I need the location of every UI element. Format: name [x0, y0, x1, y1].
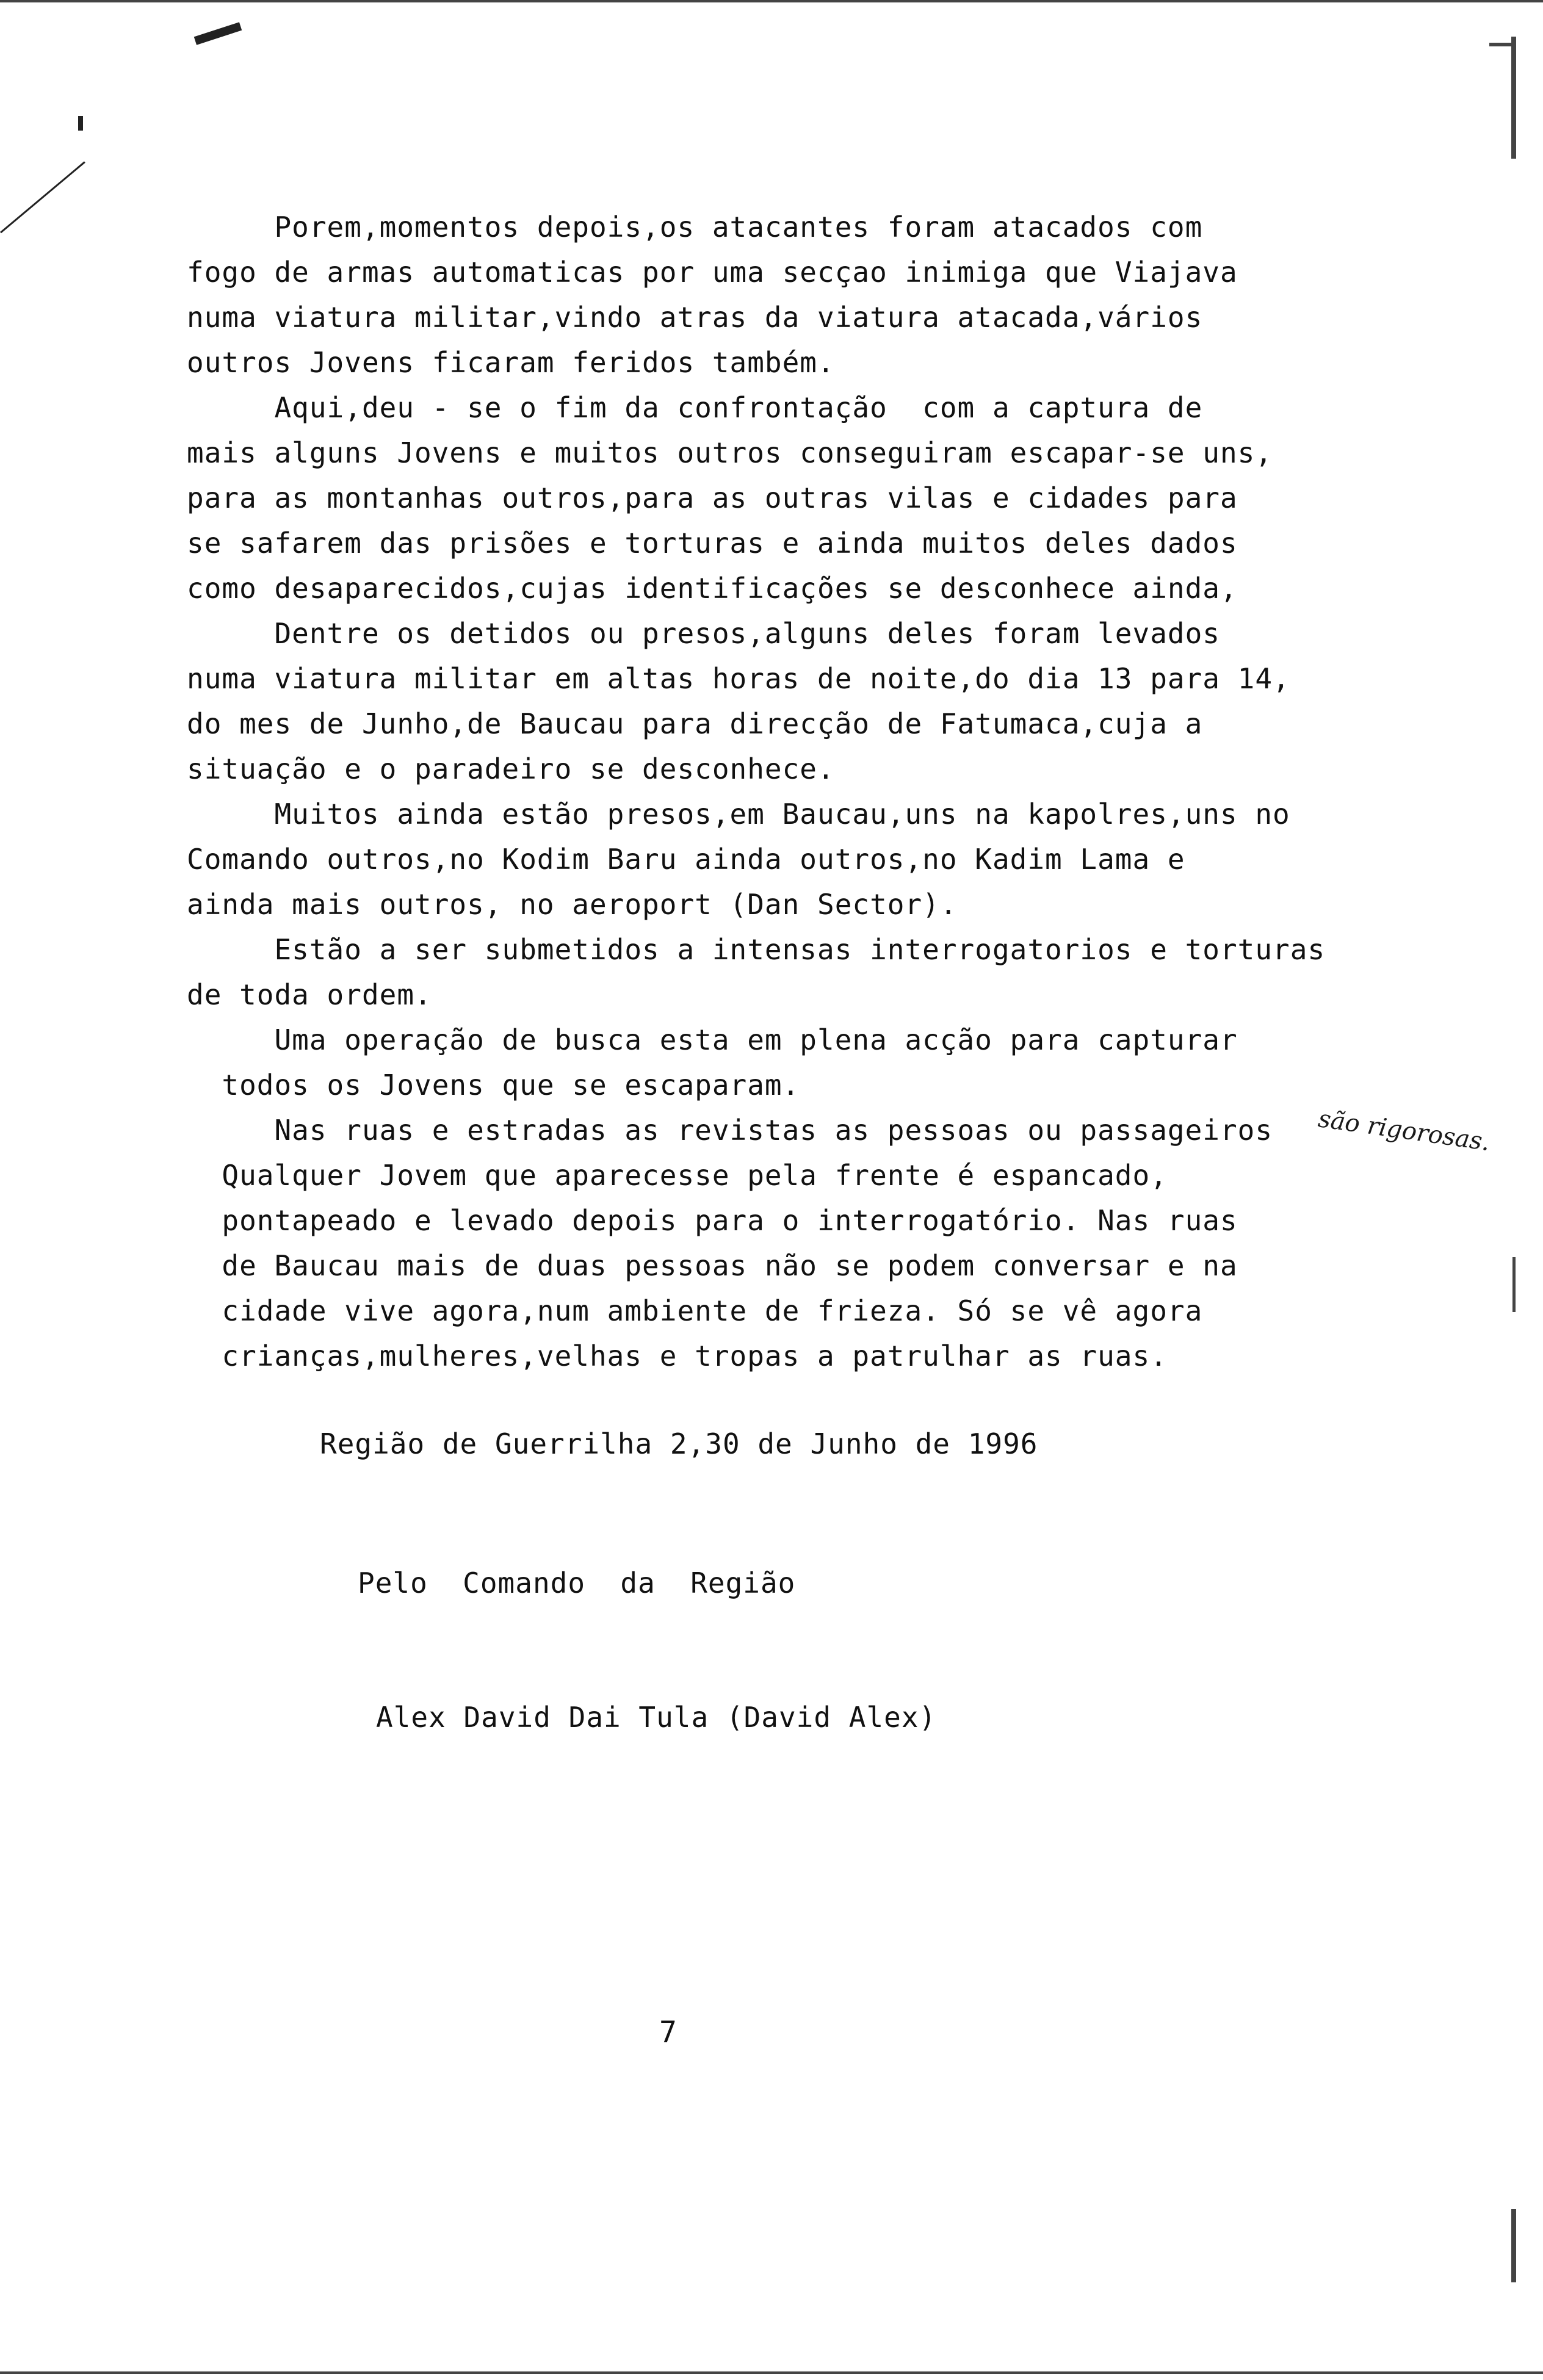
scan-mark-top-left — [194, 22, 242, 45]
text-line-21: Nas ruas e estradas as revistas as pessoas ou passageiros — [187, 1114, 1273, 1147]
text-line-18: de toda ordem. — [187, 978, 432, 1011]
command-line: Pelo Comando da Região — [358, 1567, 796, 1599]
text-line-5: Aqui,deu - se o fim da confrontação com a captura de — [187, 391, 1203, 424]
text-line-3: numa viatura militar,vindo atras da viatura atacada,vários — [187, 301, 1203, 334]
text-line-19: Uma operação de busca esta em plena acção para capturar — [187, 1023, 1238, 1056]
signature-line: Alex David Dai Tula (David Alex) — [376, 1701, 937, 1734]
scan-edge-top — [0, 0, 1543, 2]
text-line-7: para as montanhas outros,para as outras vilas e cidades para — [187, 481, 1238, 514]
text-line-24: de Baucau mais de duas pessoas não se podem conversar e na — [187, 1249, 1238, 1282]
date-line: Região de Guerrilha 2,30 de Junho de 1996 — [320, 1427, 1038, 1460]
text-line-10: Dentre os detidos ou presos,alguns deles foram levados — [187, 617, 1220, 650]
scan-edge-right-mid — [1512, 1257, 1516, 1312]
text-line-25: cidade vive agora,num ambiente de frieza. Só se vê agora — [187, 1294, 1203, 1327]
text-line-8: se safarem das prisões e torturas e ainda muitos deles dados — [187, 527, 1238, 560]
scan-edge-right-bottom — [1511, 2209, 1516, 2282]
text-line-15: Comando outros,no Kodim Baru ainda outros,no Kadim Lama e — [187, 843, 1185, 876]
scan-diagonal-line — [0, 161, 85, 233]
handwritten-annotation: são rigorosas. — [1316, 1105, 1492, 1157]
text-line-11: numa viatura militar em altas horas de noite,do dia 13 para 14, — [187, 662, 1290, 695]
text-line-6: mais alguns Jovens e muitos outros conseguiram escapar-se uns, — [187, 436, 1273, 469]
text-line-12: do mes de Junho,de Baucau para direcção de Fatumaca,cuja a — [187, 707, 1203, 740]
text-line-20: todos os Jovens que se escaparam. — [187, 1069, 800, 1102]
scan-edge-bottom — [0, 2371, 1543, 2374]
text-line-17: Estão a ser submetidos a intensas interrogatorios e torturas — [187, 933, 1326, 966]
text-line-9: como desaparecidos,cujas identificações se desconhece ainda, — [187, 572, 1238, 605]
text-line-2: fogo de armas automaticas por uma secçao inimiga que Viajava — [187, 256, 1238, 289]
text-line-22: Qualquer Jovem que aparecesse pela frente é espancado, — [187, 1159, 1168, 1192]
text-line-14: Muitos ainda estão presos,em Baucau,uns na kapolres,uns no — [187, 798, 1290, 831]
page-number: 7 — [659, 2015, 677, 2049]
scan-mark-corner — [78, 116, 83, 131]
scan-edge-right-top — [1511, 37, 1516, 159]
text-line-4: outros Jovens ficaram feridos também. — [187, 346, 835, 379]
text-line-26: crianças,mulheres,velhas e tropas a patrulhar as ruas. — [187, 1340, 1168, 1372]
text-line-16: ainda mais outros, no aeroport (Dan Sector). — [187, 888, 958, 921]
text-line-1: Porem,momentos depois,os atacantes foram atacados com — [187, 211, 1203, 243]
text-line-23: pontapeado e levado depois para o interrogatório. Nas ruas — [187, 1204, 1238, 1237]
text-line-13: situação e o paradeiro se desconhece. — [187, 752, 835, 785]
scan-edge-right-tick — [1489, 43, 1516, 46]
